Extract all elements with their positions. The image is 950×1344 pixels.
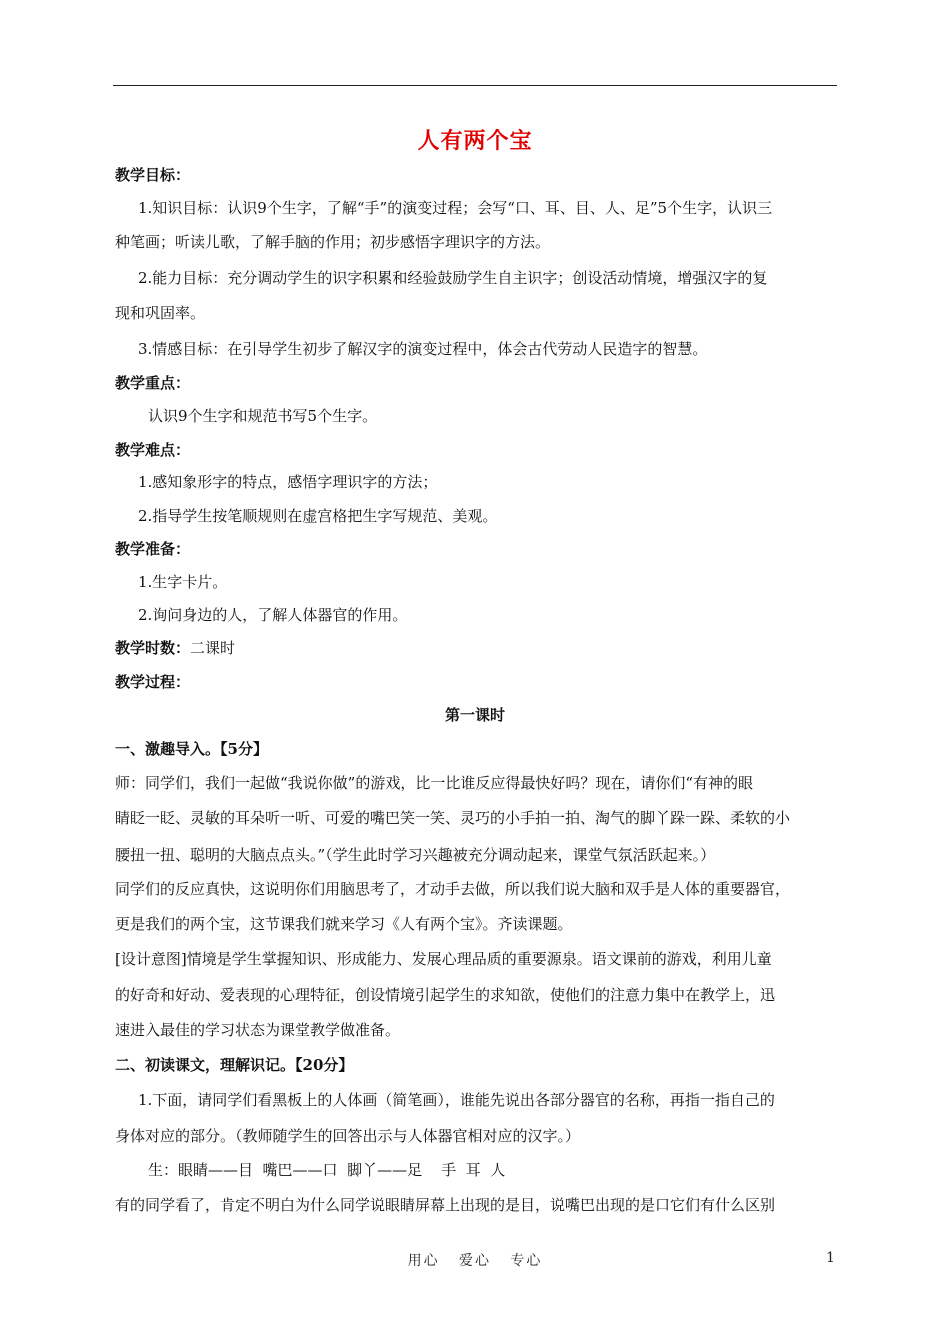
objective-1-line-1: 1.知识目标：认识9个生字，了解“手”的演变过程；会写“口、耳、目、人、足”5个生字，认识三 [138,199,773,217]
design-intent-line-2: 的好奇和好动、爱表现的心理特征，创设情境引起学生的求知欲，使他们的注意力集中在教学上，迅 [115,986,776,1004]
design-intent-line-3: 速进入最佳的学习状态为课堂教学做准备。 [115,1021,401,1039]
teaching-hours-value: 二课时 [190,639,236,657]
lesson-1-heading: 第一课时 [444,706,505,724]
difficulty-1: 1.感知象形字的特点，感悟字理识字的方法； [138,473,438,491]
difficulties-heading: 教学难点： [115,441,191,459]
teaching-hours-label: 教学时数： [115,639,191,657]
part-1-line-2: 睛眨一眨、灵敏的耳朵听一听、可爱的嘴巴笑一笑、灵巧的小手拍一拍、淘气的脚丫跺一跺、柔软的小 [115,809,791,827]
objective-2-line-1: 2.能力目标：充分调动学生的识字积累和经验鼓励学生自主识字；创设活动情境，增强汉字的复 [138,269,768,287]
part-2-line-1: 1.下面，请同学们看黑板上的人体画（简笔画），谁能先说出各部分器官的名称，再指一指自己的 [138,1091,775,1109]
objective-1-line-2: 种笔画；听读儿歌，了解手脑的作用；初步感悟字理识字的方法。 [115,233,551,251]
process-heading: 教学过程： [115,673,191,691]
objective-2-line-2: 现和巩固率。 [115,304,206,322]
part-2-line-4: 有的同学看了，肯定不明白为什么同学说眼睛屏幕上出现的是目，说嘴巴出现的是口它们有什么区别 [115,1196,776,1214]
design-intent-line-1: [设计意图]情境是学生掌握知识、形成能力、发展心理品质的重要源泉。语文课前的游戏，利用儿童 [115,950,772,968]
preparation-2: 2.询问身边的人，了解人体器官的作用。 [138,606,408,624]
part-2-line-3: 生：眼睛——目 嘴巴——口 脚丫——足 手 耳 人 [148,1161,506,1179]
header-rule [113,85,837,86]
part-2-line-2: 身体对应的部分。（教师随学生的回答出示与人体器官相对应的汉字。） [115,1127,581,1145]
preparation-heading: 教学准备： [115,540,191,558]
preparation-1: 1.生字卡片。 [138,573,228,591]
key-points-heading: 教学重点： [115,374,191,392]
page-number: 1 [826,1250,835,1266]
part-1-heading: 一、激趣导入。【5分】 [115,740,268,758]
page-footer: 用心 爱心 专心 [407,1253,543,1269]
part-1-line-1: 师：同学们，我们一起做“我说你做”的游戏，比一比谁反应得最快好吗？现在，请你们“有神的眼 [115,774,754,792]
part-1-line-4: 同学们的反应真快，这说明你们用脑思考了，才动手去做，所以我们说大脑和双手是人体的重要器官， [115,880,791,898]
part-1-line-3: 腰扭一扭、聪明的大脑点点头。”（学生此时学习兴趣被充分调动起来，课堂气氛活跃起来。） [115,846,716,864]
key-points-text: 认识9个生字和规范书写5个生字。 [148,407,378,425]
objectives-heading: 教学目标： [115,166,191,184]
part-1-line-5: 更是我们的两个宝，这节课我们就来学习《人有两个宝》。齐读课题。 [115,915,573,933]
teaching-hours [115,638,839,658]
page-title: 人有两个宝 [417,128,533,154]
objective-3: 3.情感目标：在引导学生初步了解汉字的演变过程中，体会古代劳动人民造字的智慧。 [138,340,708,358]
part-2-heading: 二、初读课文，理解识记。【20分】 [115,1056,354,1074]
difficulty-2: 2.指导学生按笔顺规则在虚宫格把生字写规范、美观。 [138,507,498,525]
